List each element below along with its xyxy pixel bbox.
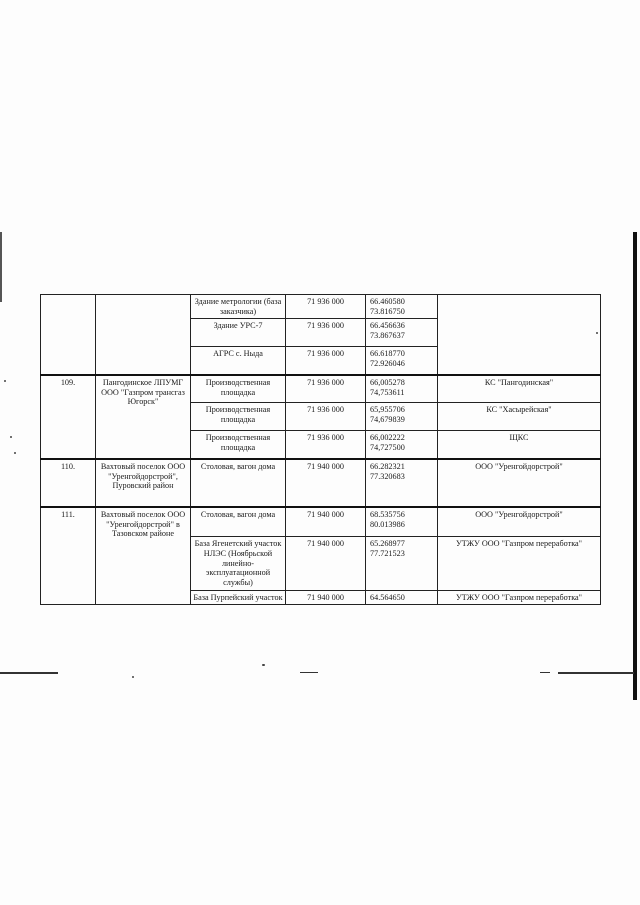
longitude: 77.721523 — [370, 549, 405, 559]
row-number — [41, 295, 96, 375]
row-number: 111. — [41, 507, 96, 605]
latitude: 66.618770 — [370, 349, 405, 359]
scan-edge-left — [0, 232, 2, 302]
coordinates-cell — [366, 431, 438, 459]
scan-line-mid — [300, 672, 318, 673]
organization-cell: Вахтовый поселок ООО "Уренгойдорстрой" в Тазовском районе — [96, 507, 191, 605]
latitude: 66,002222 — [370, 433, 405, 443]
latitude: 66,005278 — [370, 377, 405, 387]
longitude: 73.867637 — [370, 331, 405, 341]
coordinates-cell — [366, 459, 438, 507]
longitude: 74,679839 — [370, 415, 405, 425]
scan-speck — [10, 436, 12, 438]
table-row — [41, 295, 601, 319]
table-row — [41, 375, 601, 403]
facility-cell: База Ягенетский участок НЛЭС (Ноябрьской линейно-эксплуатационной службы) — [191, 537, 286, 590]
organization-cell: Пангодинское ЛПУМГ ООО "Газпром трансгаз Югорск" — [96, 375, 191, 459]
latitude: 66.460580 — [370, 297, 405, 306]
oktmo-cell: 71 936 000 — [286, 431, 366, 459]
coordinates-cell — [366, 537, 438, 590]
coordinates-cell — [366, 403, 438, 431]
latitude: 66.456636 — [370, 321, 405, 331]
longitude: 74,727500 — [370, 443, 405, 453]
longitude: 80.013986 — [370, 519, 405, 529]
facility-cell: Здание метрологии (база заказчика) — [191, 295, 286, 319]
latitude: 65,955706 — [370, 405, 405, 415]
oktmo-cell: 71 940 000 — [286, 459, 366, 507]
coordinates-cell — [366, 375, 438, 403]
scan-speck — [4, 380, 6, 382]
oktmo-cell: 71 936 000 — [286, 319, 366, 347]
note-cell — [438, 295, 601, 375]
organization-cell — [96, 295, 191, 375]
longitude: 72.926046 — [370, 359, 405, 369]
scan-edge-right — [633, 232, 637, 700]
scan-line-right-b — [558, 672, 634, 674]
note-cell: КС "Пангодинская" — [438, 375, 601, 403]
oktmo-cell: 71 940 000 — [286, 590, 366, 605]
longitude: 73.816750 — [370, 306, 405, 316]
oktmo-cell: 71 936 000 — [286, 403, 366, 431]
scan-speck — [262, 664, 265, 666]
oktmo-cell: 71 936 000 — [286, 295, 366, 319]
note-cell: ЩКС — [438, 431, 601, 459]
coordinates-cell — [366, 347, 438, 375]
row-number: 109. — [41, 375, 96, 459]
latitude: 64.564650 — [370, 592, 405, 602]
coordinates-cell — [366, 295, 438, 319]
organization-cell: Вахтовый поселок ООО "Уренгойдорстрой", Пуровский район — [96, 459, 191, 507]
facility-cell: Производственная площадка — [191, 375, 286, 403]
coordinates-cell — [366, 507, 438, 537]
note-cell: ООО "Уренгойдорстрой" — [438, 459, 601, 507]
oktmo-cell: 71 936 000 — [286, 347, 366, 375]
facility-cell: База Пурпейский участок — [191, 590, 286, 605]
scan-line-left — [0, 672, 58, 674]
scan-speck — [132, 676, 134, 678]
facilities-table — [40, 294, 601, 605]
coordinates-cell — [366, 319, 438, 347]
facility-cell: Здание УРС-7 — [191, 319, 286, 347]
coordinates-cell — [366, 590, 438, 605]
oktmo-cell: 71 940 000 — [286, 537, 366, 590]
note-cell: КС "Хасырейская" — [438, 403, 601, 431]
note-cell: ООО "Уренгойдорстрой" — [438, 507, 601, 537]
table-row — [41, 459, 601, 507]
latitude: 66.282321 — [370, 461, 405, 471]
note-cell: УТЖУ ООО "Газпром переработка" — [438, 537, 601, 590]
longitude: 77.320683 — [370, 471, 405, 481]
facility-cell: Столовая, вагон дома — [191, 459, 286, 507]
longitude: 74,753611 — [370, 387, 405, 397]
latitude: 68.535756 — [370, 509, 405, 519]
scan-line-right-a — [540, 672, 550, 673]
facility-cell: АГРС с. Ныда — [191, 347, 286, 375]
facility-cell: Столовая, вагон дома — [191, 507, 286, 537]
facility-cell: Производственная площадка — [191, 403, 286, 431]
note-cell: УТЖУ ООО "Газпром переработка" — [438, 590, 601, 605]
table-row — [41, 507, 601, 537]
latitude: 65.268977 — [370, 539, 405, 549]
row-number: 110. — [41, 459, 96, 507]
scan-speck — [14, 452, 16, 454]
oktmo-cell: 71 940 000 — [286, 507, 366, 537]
facility-cell: Производственная площадка — [191, 431, 286, 459]
oktmo-cell: 71 936 000 — [286, 375, 366, 403]
